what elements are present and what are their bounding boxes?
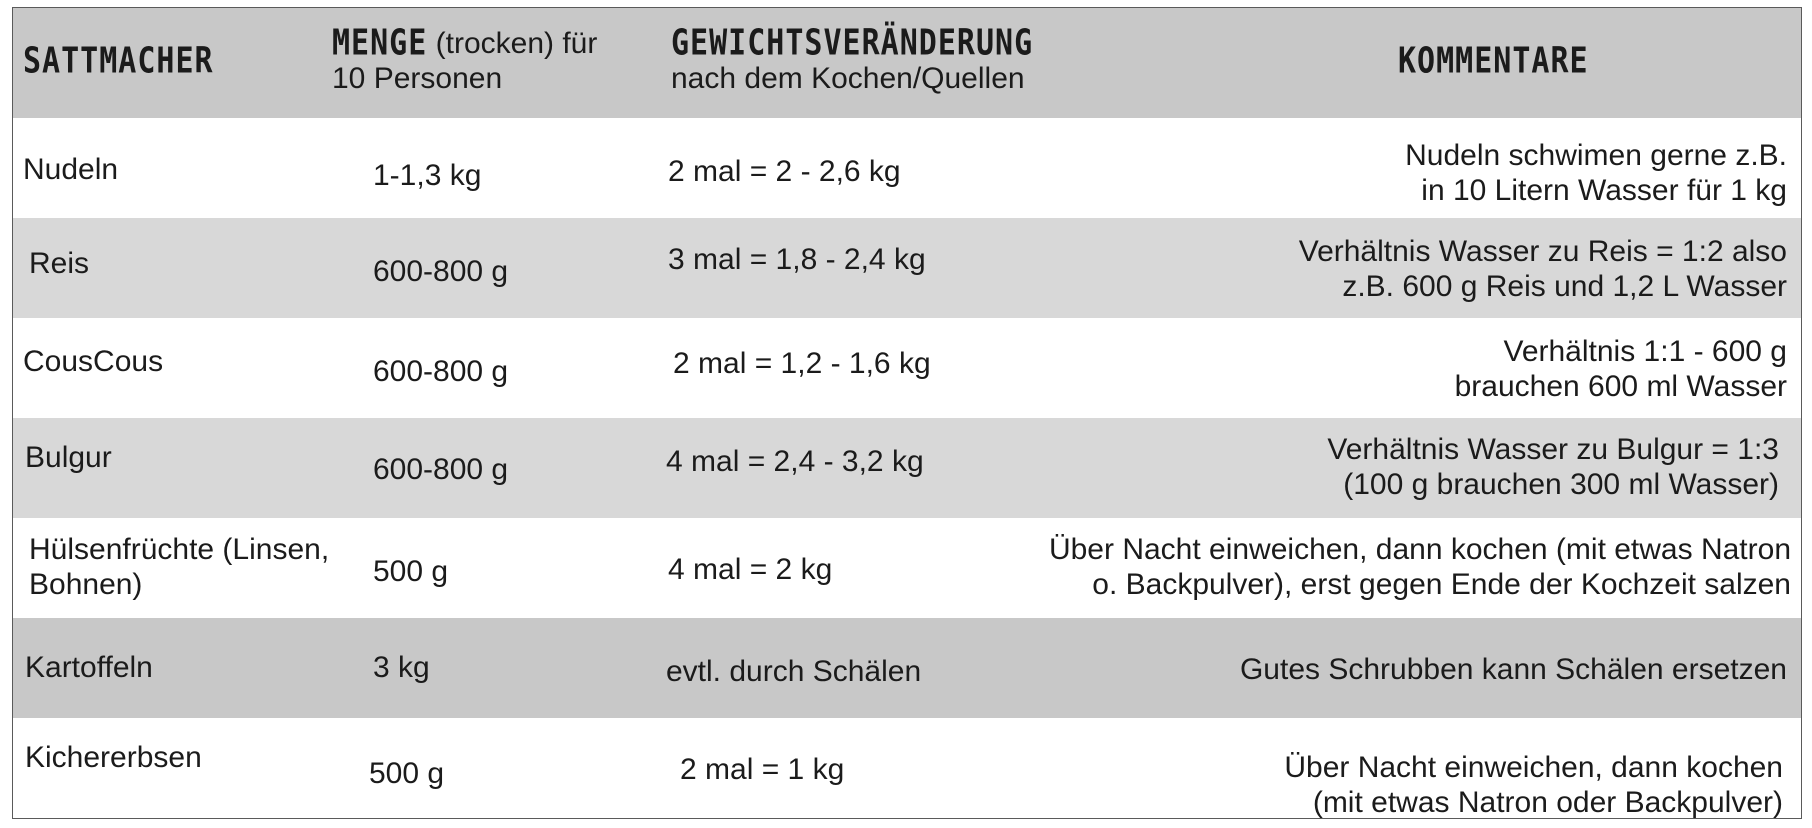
row-comment — [1284, 750, 1783, 819]
row-change: 4 mal = 2,4 - 3,2 kg — [666, 445, 924, 478]
row-comment — [1299, 234, 1787, 304]
row-comment-line1: Über Nacht einweichen, dann kochen (mit etwas Natron — [1048, 533, 1791, 566]
header-menge-strong: MENGE — [332, 22, 428, 65]
row-comment-line1: Verhältnis Wasser zu Bulgur = 1:3 — [1327, 433, 1779, 466]
row-name: Kichererbsen — [25, 741, 202, 774]
row-comment-line2: brauchen 600 ml Wasser — [1454, 370, 1787, 403]
row-comment — [1049, 532, 1791, 602]
table-row — [13, 718, 1801, 819]
row-change: 3 mal = 1,8 - 2,4 kg — [668, 243, 926, 276]
header-menge — [332, 22, 598, 96]
row-comment — [1405, 138, 1787, 208]
food-table — [12, 7, 1802, 819]
row-change: evtl. durch Schälen — [666, 655, 922, 688]
row-amount: 600-800 g — [373, 255, 509, 288]
row-name: Nudeln — [23, 153, 119, 186]
row-name: Kartoffeln — [25, 651, 153, 684]
table-row — [13, 318, 1801, 418]
table-row — [13, 618, 1801, 718]
row-name: Reis — [29, 247, 90, 280]
row-comment-line1: Verhältnis Wasser zu Reis = 1:2 also — [1298, 235, 1787, 268]
header-gewicht-strong: GEWICHTSVERÄNDERUNG — [671, 22, 1034, 65]
row-comment-line2: z.B. 600 g Reis und 1,2 L Wasser — [1342, 270, 1787, 303]
row-comment — [1327, 432, 1779, 502]
row-name-line2: Bohnen) — [29, 568, 143, 601]
header-menge-rest: (trocken) für — [427, 27, 598, 60]
row-amount: 1-1,3 kg — [373, 159, 482, 192]
table-header — [13, 8, 1801, 118]
row-name: CousCous — [23, 345, 164, 378]
row-comment-line1: Gutes Schrubben kann Schälen ersetzen — [1239, 653, 1787, 686]
row-amount: 500 g — [373, 555, 449, 588]
row-amount: 600-800 g — [373, 355, 509, 388]
table-row — [13, 418, 1801, 518]
row-comment-line1: Über Nacht einweichen, dann kochen — [1284, 751, 1783, 784]
row-name-line1: Hülsenfrüchte (Linsen, — [29, 533, 330, 566]
table-row — [13, 118, 1801, 218]
row-comment-line2: o. Backpulver), erst gegen Ende der Kochzeit salzen — [1092, 568, 1791, 601]
row-amount: 500 g — [369, 757, 445, 790]
row-change: 4 mal = 2 kg — [668, 553, 833, 586]
row-comment-line2: in 10 Litern Wasser für 1 kg — [1421, 174, 1787, 207]
row-comment — [1240, 652, 1787, 687]
row-amount: 600-800 g — [373, 453, 509, 486]
row-change: 2 mal = 1,2 - 1,6 kg — [673, 347, 931, 380]
row-comment-line2: (mit etwas Natron oder Backpulver) — [1312, 786, 1783, 819]
row-change: 2 mal = 1 kg — [680, 753, 845, 786]
row-name: Bulgur — [25, 441, 112, 474]
table-row — [13, 218, 1801, 318]
header-kommentare: KOMMENTARE — [1398, 40, 1589, 83]
header-menge-line2: 10 Personen — [332, 62, 503, 95]
row-name — [29, 532, 329, 602]
row-change: 2 mal = 2 - 2,6 kg — [668, 155, 901, 188]
header-sattmacher: SATTMACHER — [23, 40, 214, 83]
table-row — [13, 518, 1801, 618]
header-gewicht-line2: nach dem Kochen/Quellen — [671, 62, 1025, 95]
row-comment-line1: Verhältnis 1:1 - 600 g — [1503, 335, 1787, 368]
row-comment-line2: (100 g brauchen 300 ml Wasser) — [1343, 468, 1779, 501]
row-comment — [1455, 334, 1787, 404]
row-comment-line1: Nudeln schwimen gerne z.B. — [1405, 139, 1787, 172]
row-amount: 3 kg — [373, 651, 430, 684]
header-gewicht — [671, 22, 1034, 96]
